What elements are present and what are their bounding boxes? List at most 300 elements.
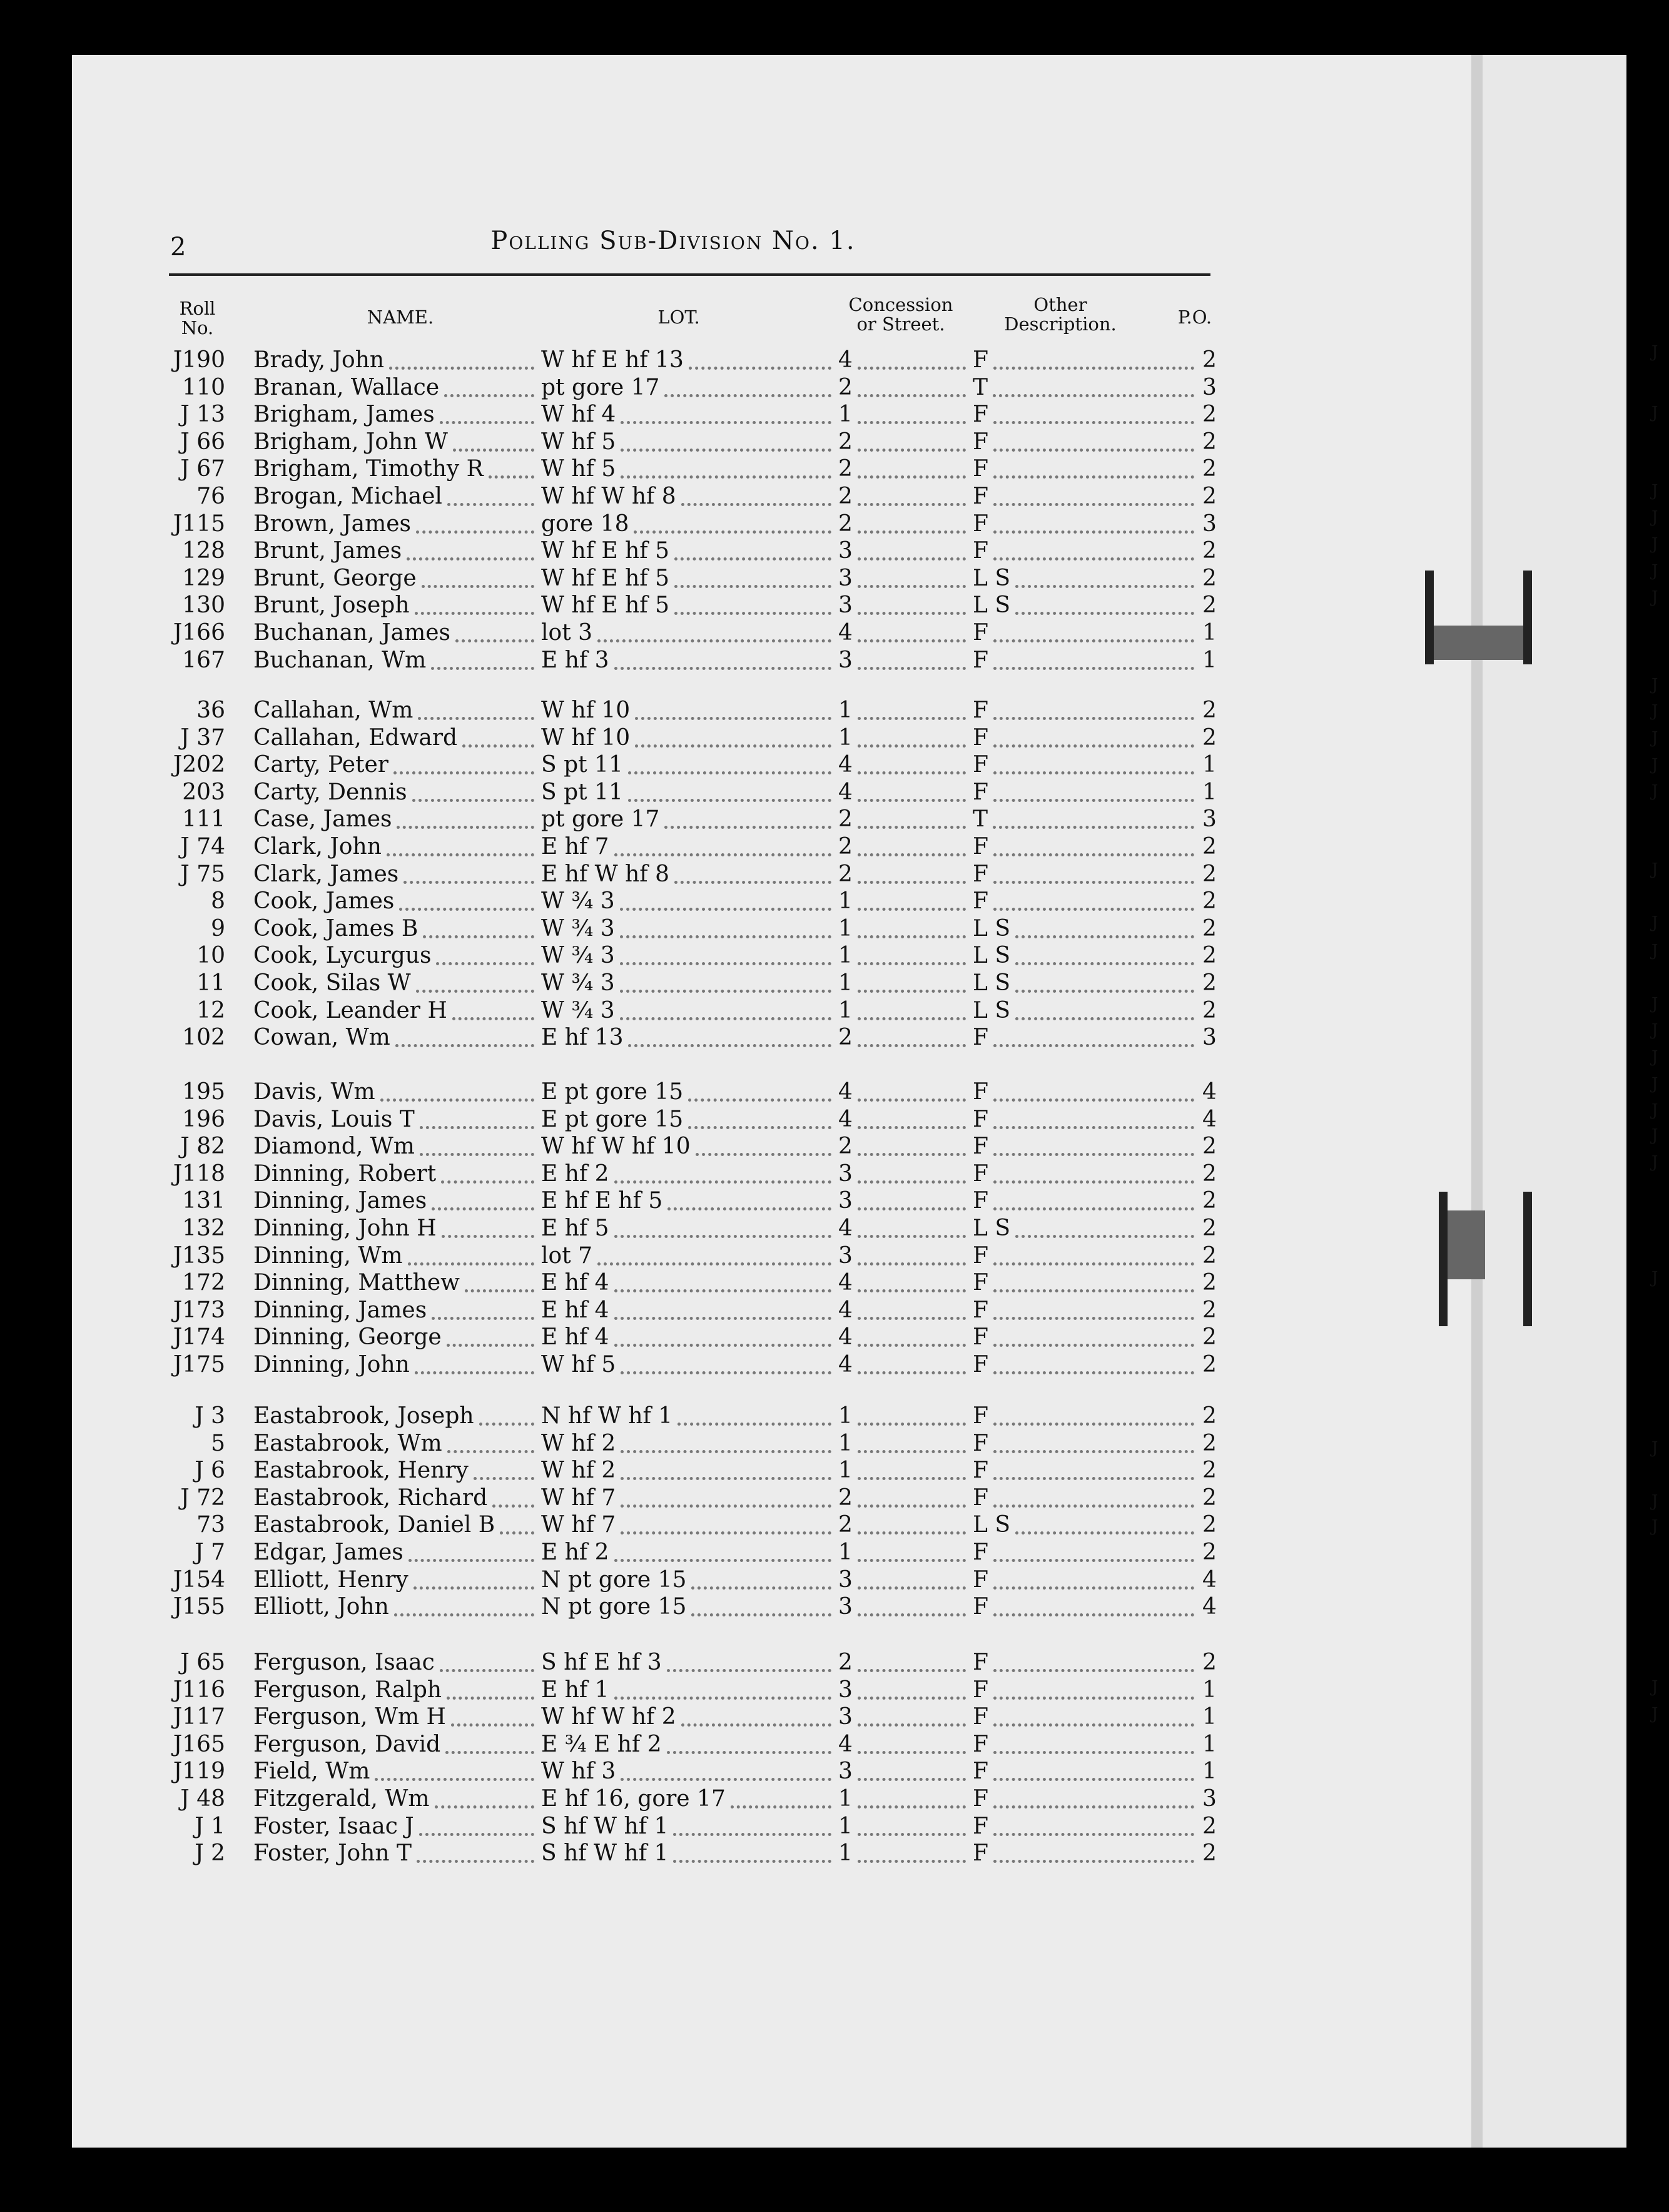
roll-entry-row <box>0 861 1251 888</box>
leader-dots <box>419 1810 534 1836</box>
leader-dots <box>993 1782 1194 1809</box>
leader-dots <box>858 616 966 642</box>
concession-number: 1 <box>838 1458 853 1484</box>
leader-dots <box>993 694 1194 720</box>
post-office-number: 2 <box>1202 1650 1217 1675</box>
other-description: F <box>973 1594 988 1620</box>
concession-number: 1 <box>838 724 853 751</box>
leader-dots <box>415 1348 534 1374</box>
facing-page-mark: J <box>1651 702 1658 721</box>
facing-page-mark: J <box>1651 1075 1658 1093</box>
roll-entry-row <box>0 1188 1251 1214</box>
leader-dots <box>858 1021 966 1047</box>
leader-dots <box>993 1590 1194 1616</box>
leader-dots <box>416 966 534 993</box>
leader-dots <box>858 1563 966 1590</box>
leader-dots <box>858 694 966 720</box>
roll-entry-row <box>0 970 1251 997</box>
concession-number: 4 <box>838 1324 853 1351</box>
other-description: F <box>973 1650 988 1675</box>
leader-dots <box>1015 562 1194 588</box>
facing-page-mark: J <box>1651 941 1658 960</box>
leader-dots <box>441 1157 534 1184</box>
lot-description: W hf E hf 5 <box>541 538 669 564</box>
roll-number: 76 <box>196 484 225 509</box>
lot-description: pt gore 17 <box>541 806 660 833</box>
roll-entry-row <box>0 1485 1251 1511</box>
leader-dots <box>628 748 831 774</box>
lot-description: E hf 16, gore 17 <box>541 1786 726 1812</box>
roll-entry-row <box>0 1786 1251 1812</box>
roll-number: 195 <box>182 1079 225 1105</box>
leader-dots <box>436 939 534 965</box>
other-description: F <box>973 1403 988 1429</box>
lot-description: S pt 11 <box>541 752 623 778</box>
post-office-number: 3 <box>1202 1025 1217 1051</box>
leader-dots <box>407 534 534 561</box>
leader-dots <box>993 371 1194 397</box>
leader-dots <box>993 858 1194 884</box>
leader-dots <box>858 1481 966 1508</box>
post-office-number: 2 <box>1202 1160 1217 1187</box>
other-description: T <box>973 374 988 400</box>
leader-dots <box>387 830 534 856</box>
leader-dots <box>453 425 534 452</box>
leader-dots <box>993 1700 1194 1727</box>
leader-dots <box>858 748 966 774</box>
elector-name: Cook, Silas W <box>253 970 411 996</box>
roll-entry-row <box>0 943 1251 969</box>
elector-name: Buchanan, Wm <box>253 647 427 673</box>
other-description: F <box>973 1484 988 1511</box>
leader-dots <box>858 371 966 397</box>
other-description: F <box>973 538 988 564</box>
leader-dots <box>696 1130 831 1156</box>
leader-dots <box>681 1700 831 1727</box>
roll-number: J 74 <box>180 834 225 860</box>
elector-name: Clark, James <box>253 861 399 887</box>
leader-dots <box>628 1021 831 1047</box>
lot-description: E pt gore 15 <box>541 1106 684 1132</box>
post-office-number: 2 <box>1202 1324 1217 1351</box>
post-office-number: 2 <box>1202 943 1217 969</box>
roll-entry-row <box>0 1594 1251 1620</box>
post-office-number: 2 <box>1202 1297 1217 1323</box>
leader-dots <box>993 1021 1194 1047</box>
elector-name: Elliott, Henry <box>253 1566 408 1593</box>
leader-dots <box>621 452 831 479</box>
roll-number: 129 <box>182 565 225 591</box>
other-description: F <box>973 1813 988 1839</box>
facing-page-mark: J <box>1651 403 1658 422</box>
leader-dots <box>993 398 1194 424</box>
leader-dots <box>858 1103 966 1129</box>
concession-number: 2 <box>838 429 853 455</box>
lot-description: E hf 4 <box>541 1270 609 1296</box>
leader-dots <box>858 885 966 911</box>
leader-dots <box>993 1673 1194 1700</box>
facing-page-mark: J <box>1651 729 1658 748</box>
leader-dots <box>993 721 1194 748</box>
leader-dots <box>620 885 831 911</box>
roll-entry-row <box>0 1567 1251 1593</box>
post-office-number: 4 <box>1202 1566 1217 1593</box>
leader-dots <box>858 1427 966 1453</box>
concession-number: 2 <box>838 510 853 537</box>
concession-number: 1 <box>838 1840 853 1867</box>
post-office-number: 2 <box>1202 1540 1217 1565</box>
other-description: F <box>973 1840 988 1867</box>
leader-dots <box>993 1646 1194 1672</box>
other-description: L S <box>973 943 1011 969</box>
leader-dots <box>731 1782 831 1809</box>
roll-number: J155 <box>173 1594 225 1620</box>
post-office-number: 1 <box>1202 647 1217 673</box>
roll-entry-row <box>0 1352 1251 1378</box>
leader-dots <box>993 1157 1194 1184</box>
leader-dots <box>447 480 534 506</box>
leader-dots <box>993 452 1194 479</box>
concession-number: 2 <box>838 456 853 482</box>
roll-number: J 6 <box>195 1458 225 1484</box>
leader-dots <box>993 1103 1194 1129</box>
post-office-number: 2 <box>1202 484 1217 509</box>
other-description: F <box>973 1242 988 1269</box>
concession-number: 3 <box>838 1594 853 1620</box>
leader-dots <box>614 1157 831 1184</box>
elector-name: Eastabrook, Daniel B <box>253 1512 495 1538</box>
roll-number: J174 <box>173 1324 225 1351</box>
elector-name: Brunt, Joseph <box>253 592 410 619</box>
roll-number: J 65 <box>180 1650 225 1675</box>
roll-number: 128 <box>182 538 225 564</box>
elector-name: Branan, Wallace <box>253 374 440 400</box>
lot-description: W hf 2 <box>541 1430 616 1456</box>
post-office-number: 2 <box>1202 724 1217 751</box>
post-office-number: 2 <box>1202 1242 1217 1269</box>
roll-number: J 82 <box>180 1134 225 1160</box>
facing-page-mark: J <box>1651 782 1658 801</box>
roll-entry-row <box>0 592 1251 619</box>
lot-description: lot 3 <box>541 620 593 646</box>
other-description: F <box>973 1352 988 1377</box>
leader-dots <box>858 1266 966 1292</box>
other-description: F <box>973 456 988 482</box>
leader-dots <box>597 616 831 642</box>
leader-dots <box>614 644 831 670</box>
leader-dots <box>664 371 831 397</box>
roll-entry-row <box>0 402 1251 428</box>
elector-name: Cook, Leander H <box>253 997 447 1023</box>
facing-page-edge <box>1483 55 1626 2148</box>
post-office-number: 2 <box>1202 456 1217 482</box>
roll-entry-row <box>0 1079 1251 1105</box>
leader-dots <box>993 776 1194 802</box>
roll-number: J 13 <box>180 402 225 428</box>
other-description: F <box>973 1079 988 1105</box>
leader-dots <box>597 1239 831 1266</box>
lot-description: E hf W hf 8 <box>541 861 669 887</box>
elector-name: Edgar, James <box>253 1540 403 1565</box>
leader-dots <box>674 562 831 588</box>
post-office-number: 2 <box>1202 429 1217 455</box>
elector-name: Carty, Peter <box>253 752 389 778</box>
other-description: F <box>973 1731 988 1757</box>
leader-dots <box>614 1536 831 1562</box>
post-office-number: 2 <box>1202 1270 1217 1296</box>
other-description: F <box>973 1566 988 1593</box>
lot-description: W hf 10 <box>541 698 631 723</box>
roll-number: J 3 <box>195 1403 225 1429</box>
facing-page-mark: J <box>1651 1517 1658 1536</box>
other-description: F <box>973 1188 988 1214</box>
leader-dots <box>620 966 831 993</box>
leader-dots <box>445 1728 534 1754</box>
leader-dots <box>621 1427 831 1453</box>
post-office-number: 4 <box>1202 1079 1217 1105</box>
leader-dots <box>621 1348 831 1374</box>
other-description: L S <box>973 1215 1011 1241</box>
other-description: L S <box>973 592 1011 619</box>
leader-dots <box>412 776 534 802</box>
roll-entry-row <box>0 834 1251 860</box>
leader-dots <box>462 721 534 748</box>
lot-description: W hf W hf 2 <box>541 1704 676 1730</box>
other-description: L S <box>973 970 1011 996</box>
post-office-number: 3 <box>1202 510 1217 537</box>
lot-description: W hf W hf 10 <box>541 1134 691 1160</box>
leader-dots <box>621 1454 831 1480</box>
elector-name: Dinning, Matthew <box>253 1270 460 1296</box>
roll-number: J202 <box>173 752 225 778</box>
facing-page-mark: J <box>1651 482 1658 500</box>
leader-dots <box>667 1646 831 1672</box>
roll-number: 131 <box>182 1188 225 1214</box>
roll-entry-row <box>0 1650 1251 1676</box>
leader-dots <box>688 1075 831 1102</box>
lot-description: W hf 3 <box>541 1758 616 1785</box>
elector-name: Cook, James B <box>253 915 419 941</box>
leader-dots <box>858 1728 966 1754</box>
roll-entry-row <box>0 1243 1251 1269</box>
leader-dots <box>689 343 831 370</box>
roll-number: 102 <box>182 1025 225 1051</box>
leader-dots <box>858 1075 966 1102</box>
concession-number: 4 <box>838 1079 853 1105</box>
leader-dots <box>993 1427 1194 1453</box>
other-description: F <box>973 429 988 455</box>
elector-name: Brown, James <box>253 510 412 537</box>
leader-dots <box>993 1837 1194 1863</box>
concession-number: 2 <box>838 484 853 509</box>
concession-number: 2 <box>838 861 853 887</box>
leader-dots <box>614 1212 831 1238</box>
leader-dots <box>858 343 966 370</box>
roll-entry-row <box>0 998 1251 1024</box>
leader-dots <box>993 1399 1194 1426</box>
roll-number: 130 <box>182 592 225 619</box>
other-description: L S <box>973 997 1011 1023</box>
post-office-number: 2 <box>1202 1215 1217 1241</box>
leader-dots <box>442 1212 534 1238</box>
post-office-number: 2 <box>1202 888 1217 915</box>
roll-number: 9 <box>211 915 225 941</box>
leader-dots <box>621 1508 831 1535</box>
leader-dots <box>452 994 534 1020</box>
leader-dots <box>993 1239 1194 1266</box>
other-description: F <box>973 1758 988 1785</box>
roll-number: J 75 <box>180 861 225 887</box>
leader-dots <box>621 1755 831 1781</box>
post-office-number: 2 <box>1202 997 1217 1023</box>
other-description: T <box>973 806 988 833</box>
post-office-number: 4 <box>1202 1594 1217 1620</box>
leader-dots <box>420 1103 534 1129</box>
concession-number: 3 <box>838 1566 853 1593</box>
roll-entry-row <box>0 1840 1251 1867</box>
elector-name: Dinning, John <box>253 1352 410 1377</box>
roll-entry-row <box>0 1458 1251 1484</box>
elector-name: Dinning, James <box>253 1188 427 1214</box>
post-office-number: 2 <box>1202 1484 1217 1511</box>
elector-name: Davis, Louis T <box>253 1106 415 1132</box>
roll-entry-row <box>0 1677 1251 1703</box>
leader-dots <box>674 589 831 615</box>
col-header-roll: Roll No. <box>179 298 216 338</box>
leader-dots <box>858 912 966 938</box>
lot-description: E hf 2 <box>541 1160 609 1187</box>
facing-page-mark: J <box>1651 535 1658 554</box>
roll-number: J166 <box>173 620 225 646</box>
post-office-number: 1 <box>1202 752 1217 778</box>
elector-name: Foster, Isaac J <box>253 1813 414 1839</box>
concession-number: 3 <box>838 1188 853 1214</box>
elector-name: Elliott, John <box>253 1594 389 1620</box>
leader-dots <box>858 1782 966 1809</box>
leader-dots <box>858 507 966 534</box>
leader-dots <box>993 803 1194 829</box>
leader-dots <box>993 1130 1194 1156</box>
lot-description: W ¾ 3 <box>541 943 615 969</box>
leader-dots <box>858 452 966 479</box>
leader-dots <box>858 776 966 802</box>
facing-page-mark: J <box>1651 1439 1658 1458</box>
facing-page-mark: J <box>1651 1021 1658 1040</box>
lot-description: W hf 10 <box>541 724 631 751</box>
leader-dots <box>408 1239 534 1266</box>
leader-dots <box>858 721 966 748</box>
header-rule <box>169 273 1210 276</box>
leader-dots <box>858 1700 966 1727</box>
other-description: F <box>973 484 988 509</box>
lot-description: W hf E hf 5 <box>541 592 669 619</box>
concession-number: 1 <box>838 970 853 996</box>
lot-description: W hf 2 <box>541 1458 616 1484</box>
roll-number: J173 <box>173 1297 225 1323</box>
elector-name: Brunt, George <box>253 565 417 591</box>
other-description: F <box>973 834 988 860</box>
facing-page-mark: J <box>1651 860 1658 879</box>
facing-page-mark: J <box>1651 913 1658 932</box>
concession-number: 4 <box>838 1106 853 1132</box>
roll-entry-row <box>0 1161 1251 1187</box>
concession-number: 4 <box>838 620 853 646</box>
leader-dots <box>993 343 1194 370</box>
concession-number: 4 <box>838 779 853 805</box>
roll-entry-row <box>0 456 1251 482</box>
roll-entry-row <box>0 1324 1251 1351</box>
other-description: F <box>973 402 988 428</box>
roll-entry-row <box>0 1732 1251 1758</box>
roll-entry-row <box>0 888 1251 915</box>
facing-page-mark: J <box>1651 676 1658 694</box>
concession-number: 2 <box>838 1484 853 1511</box>
concession-number: 3 <box>838 538 853 564</box>
page-header-text: Polling Sub-Division No. 1. <box>490 226 856 255</box>
leader-dots <box>993 480 1194 506</box>
roll-number: J 37 <box>180 724 225 751</box>
post-office-number: 2 <box>1202 915 1217 941</box>
post-office-number: 2 <box>1202 1813 1217 1839</box>
concession-number: 3 <box>838 565 853 591</box>
roll-number: 73 <box>196 1512 225 1538</box>
roll-number: 110 <box>182 374 225 400</box>
roll-number: J117 <box>173 1704 225 1730</box>
leader-dots <box>393 748 534 774</box>
roll-number: J 66 <box>180 429 225 455</box>
roll-entry-row <box>0 725 1251 751</box>
leader-dots <box>440 398 534 424</box>
leader-dots <box>416 507 534 534</box>
facing-page-mark: J <box>1651 1492 1658 1511</box>
roll-entry-row <box>0 620 1251 646</box>
roll-number: J 2 <box>195 1840 225 1867</box>
col-header-concession: Concession or Street. <box>848 294 953 335</box>
col-header-po: P.O. <box>1177 307 1212 328</box>
leader-dots <box>688 1103 831 1129</box>
other-description: F <box>973 752 988 778</box>
leader-dots <box>628 776 831 802</box>
leader-dots <box>993 1755 1194 1781</box>
other-description: F <box>973 1786 988 1812</box>
leader-dots <box>667 1728 831 1754</box>
lot-description: E hf 13 <box>541 1025 624 1051</box>
elector-name: Fitzgerald, Wm <box>253 1786 430 1812</box>
facing-page-mark: J <box>1651 1678 1658 1697</box>
leader-dots <box>858 858 966 884</box>
leader-dots <box>993 1536 1194 1562</box>
leader-dots <box>993 885 1194 911</box>
roll-entry-row <box>0 1215 1251 1242</box>
leader-dots <box>418 694 534 720</box>
leader-dots <box>440 1646 534 1672</box>
elector-name: Eastabrook, Henry <box>253 1458 469 1484</box>
elector-name: Dinning, John H <box>253 1215 437 1241</box>
other-description: F <box>973 620 988 646</box>
concession-number: 1 <box>838 888 853 915</box>
concession-number: 3 <box>838 647 853 673</box>
leader-dots <box>858 1184 966 1210</box>
lot-description: W hf 5 <box>541 1352 616 1377</box>
other-description: F <box>973 1134 988 1160</box>
lot-description: E hf 1 <box>541 1677 609 1703</box>
lot-description: W ¾ 3 <box>541 970 615 996</box>
leader-dots <box>858 1454 966 1480</box>
roll-number: J115 <box>173 510 225 537</box>
leader-dots <box>1015 912 1194 938</box>
post-office-number: 4 <box>1202 1106 1217 1132</box>
leader-dots <box>673 1837 831 1863</box>
